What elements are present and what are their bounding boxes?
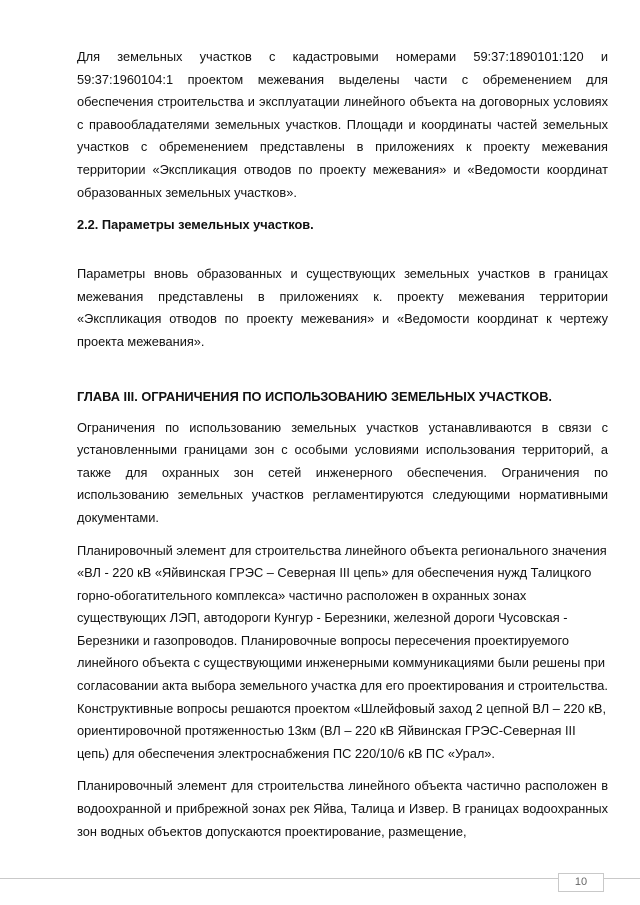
- paragraph-water-protection-zones: Планировочный элемент для строительства линейного объекта частично расположен в водоохранной и прибрежной зонах рек Яйва, Талица и Извер. В границах водоохранных зон водных объектов допускаются проектирование, размещение,: [77, 778, 608, 839]
- footer-divider: [0, 878, 640, 879]
- document-body: [77, 46, 608, 843]
- paragraph-encumbrance-parts: Для земельных участков с кадастровыми номерами 59:37:1890101:120 и 59:37:1960104:1 проектом межевания выделены части с обременением для обеспечения строительства и эксплуатации линейного объекта на договорных условиях с правообладателями земельных участков. Площади и координаты частей земельных участков с обременением представлены в приложениях к проекту межевания территории «Экспликация отводов по проекту межевания» и «Ведомости координат образованных земельных участков».: [77, 49, 608, 200]
- chapter-heading-land-use-restrictions: ГЛАВА III. ОГРАНИЧЕНИЯ ПО ИСПОЛЬЗОВАНИЮ ЗЕМЕЛЬНЫХ УЧАСТКОВ.: [77, 388, 552, 404]
- paragraph-restrictions: Ограничения по использованию земельных участков устанавливаются в связи с установленными границами зон с особыми условиями использования территорий, а также для охранных зон сетей инженерного обеспечения. Ограничения по использованию земельных участков регламентируются следующими нормативными документами.: [77, 419, 608, 525]
- page-number: 10: [558, 873, 604, 892]
- paragraph-planning-element-power-line: Планировочный элемент для строительства линейного объекта регионального значения «ВЛ - 220 кВ «Яйвинская ГРЭС – Северная III цепь» для обеспечения нужд Талицкого горно-обогатительного комплекса» частично расположен в охранных зонах существующих ЛЭП, автодороги Кунгур - Березники, железной дороги Чусовская - Березники и газопроводов. Планировочные вопросы пересечения проектируемого линейного объекта с существующими инженерными коммуникациями были решены при согласовании акта выбора земельного участка для его проектирования и строительства. Конструктивные вопросы решаются проектом «Шлейфовый заход 2 цепной ВЛ – 220 кВ, ориентировочной протяженностью 13км (ВЛ – 220 кВ Яйвинская ГРЭС-Северная III цепь) для обеспечения электроснабжения ПС 220/10/6 кВ ПС «Урал».: [77, 542, 608, 761]
- paragraph-land-parameters: Параметры вновь образованных и существующих земельных участков в границах межевания представлены в приложениях к. проекту межевания территории «Экспликация отводов по проекту межевания» и «Ведомости координат к чертежу проекта межевания».: [77, 266, 608, 349]
- section-heading-land-parameters: 2.2. Параметры земельных участков.: [77, 217, 314, 233]
